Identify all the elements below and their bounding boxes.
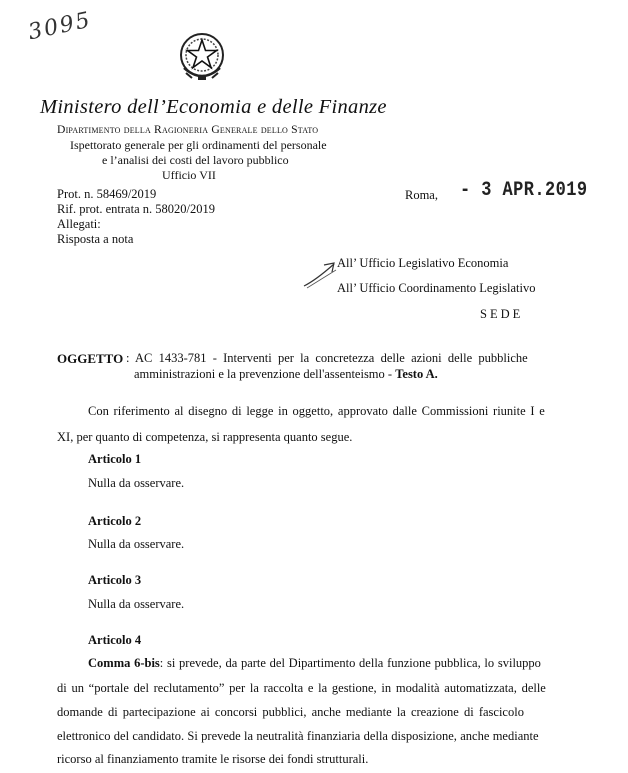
ministry-title: Ministero dell’Economia e delle Finanze	[40, 96, 387, 118]
handwritten-arrow-icon	[302, 258, 338, 290]
comma-line-3: domande di partecipazione ai concorsi pubblici, anche mediante la creazione di fascicolo	[57, 705, 524, 719]
comma-line-2: di un “portale del reclutamento” per la raccolta e la gestione, in modalità automatizzata, delle	[57, 681, 546, 695]
intro-line-2: XI, per quanto di competenza, si rappresenta quanto segue.	[57, 430, 353, 444]
article-3-title: Articolo 3	[88, 573, 142, 587]
subject-line-1: : AC 1433-781 - Interventi per la concretezza delle azioni delle pubbliche	[126, 351, 528, 365]
article-1-title: Articolo 1	[88, 452, 142, 466]
subject-label: OGGETTO	[57, 351, 124, 366]
article-1-text: Nulla da osservare.	[88, 476, 185, 490]
protocol-number: Prot. n. 58469/2019	[57, 187, 157, 201]
subject-line-2-bold: Testo A.	[395, 367, 438, 381]
article-2-title: Articolo 2	[88, 514, 142, 528]
place-label: Roma,	[405, 188, 438, 202]
office-name: Ufficio VII	[162, 168, 216, 182]
inspectorate-line-2: e l’analisi dei costi del lavoro pubblico	[102, 153, 289, 167]
reply-note-label: Risposta a nota	[57, 232, 134, 246]
reference-protocol: Rif. prot. entrata n. 58020/2019	[57, 202, 215, 216]
sede-label: SEDE	[480, 307, 524, 321]
comma-label: Comma 6-bis	[88, 656, 160, 670]
italian-republic-emblem-icon	[176, 28, 228, 84]
article-2-text: Nulla da osservare.	[88, 537, 185, 551]
comma-line-1: Comma 6-bis: si prevede, da parte del Dipartimento della funzione pubblica, lo sviluppo	[88, 656, 541, 670]
attachments-label: Allegati:	[57, 217, 101, 231]
intro-line-1: Con riferimento al disegno di legge in oggetto, approvato dalle Commissioni riunite I e	[88, 404, 545, 418]
handwritten-protocol-number: 3095	[26, 7, 94, 46]
subject-line-2: amministrazioni e la prevenzione dell'assenteismo - Testo A.	[134, 367, 438, 381]
recipient-legislative-economy: All’ Ufficio Legislativo Economia	[337, 256, 509, 270]
article-3-text: Nulla da osservare.	[88, 597, 185, 611]
recipient-legislative-coordination: All’ Ufficio Coordinamento Legislativo	[337, 281, 536, 295]
inspectorate-line-1: Ispettorato generale per gli ordinamenti del personale	[70, 138, 327, 152]
department-name: Dipartimento della Ragioneria Generale dello Stato	[57, 123, 319, 136]
date-stamp: - 3 APR.2019	[460, 179, 588, 202]
comma-line-5: ricorso al finanziamento tramite le risorse dei fondi strutturali.	[57, 752, 369, 766]
comma-line-4: elettronico del candidato. Si prevede la neutralità finanziaria della disposizione, anche mediante	[57, 729, 539, 743]
article-4-title: Articolo 4	[88, 633, 142, 647]
